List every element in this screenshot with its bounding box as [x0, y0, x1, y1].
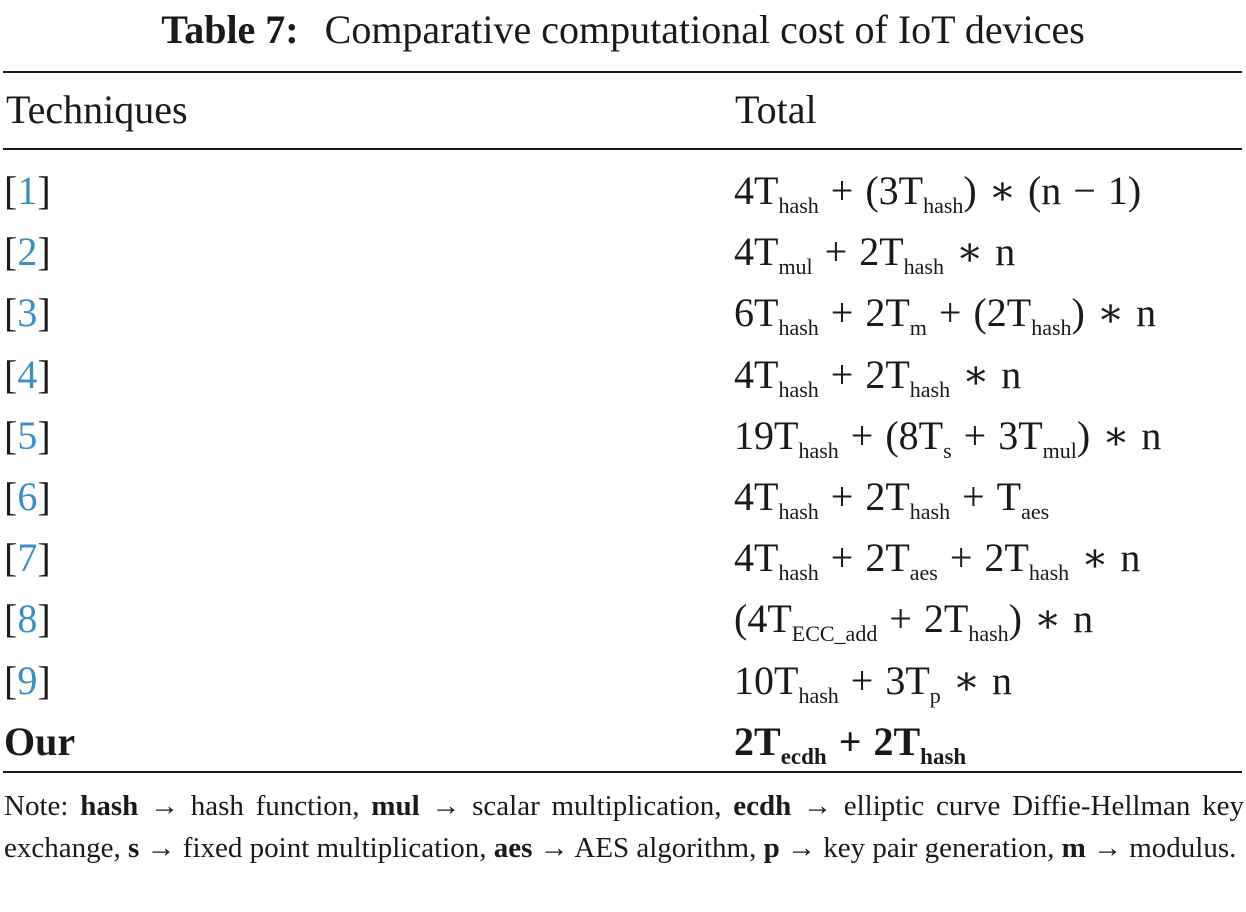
formula-subscript: hash — [903, 254, 944, 280]
citation-link[interactable]: 4 — [17, 351, 38, 397]
bottom-rule — [3, 771, 1242, 773]
formula-operator: + — [850, 657, 874, 703]
note-arrow: → — [419, 790, 473, 822]
note-separator: , — [113, 832, 128, 864]
bracket-open: [ — [4, 473, 18, 519]
bracket-close: ] — [37, 351, 51, 397]
note-separator: , — [714, 790, 734, 822]
note-description: scalar multiplication — [472, 790, 715, 822]
formula-operator: + — [949, 535, 973, 581]
formula-term: 4T — [734, 351, 779, 397]
technique-cell — [4, 223, 51, 281]
table-row — [0, 284, 1246, 345]
formula-term: n — [995, 229, 1016, 275]
formula-operator: ∗ — [956, 229, 984, 275]
note-separator: , — [1047, 832, 1062, 864]
table-row — [0, 529, 1246, 590]
formula-term: n — [1136, 290, 1157, 336]
citation-link[interactable]: 5 — [17, 412, 38, 458]
total-cost-formula — [734, 162, 1141, 220]
note-key: s — [128, 832, 140, 864]
table-row — [0, 346, 1246, 407]
total-cost-formula — [734, 223, 1015, 281]
citation-link[interactable]: 6 — [17, 473, 38, 519]
formula-operator: + — [838, 718, 862, 764]
formula-subscript: hash — [778, 315, 819, 341]
total-cost-formula-our — [734, 713, 966, 771]
note-key: hash — [80, 790, 139, 822]
table-row — [0, 468, 1246, 529]
formula-term: 2T — [865, 535, 910, 581]
formula-operator: + — [824, 229, 848, 275]
bracket-open: [ — [4, 351, 18, 397]
table-row — [0, 407, 1246, 468]
bracket-open: [ — [4, 168, 18, 213]
bracket-close: ] — [37, 473, 51, 519]
technique-cell — [4, 652, 51, 710]
formula-operator: − — [1073, 168, 1096, 213]
formula-term: 1) — [1107, 168, 1142, 213]
formula-term: 2T — [873, 718, 921, 764]
header-rule — [3, 148, 1242, 150]
formula-term: 4T — [734, 168, 779, 213]
total-cost-formula — [734, 284, 1156, 342]
formula-operator: ∗ — [952, 657, 980, 703]
bracket-close: ] — [37, 168, 51, 213]
formula-term: 3T — [998, 412, 1043, 458]
formula-operator: ∗ — [988, 168, 1016, 213]
table-row — [0, 162, 1246, 223]
formula-term: (n — [1027, 168, 1062, 213]
formula-subscript: hash — [778, 193, 819, 218]
formula-term: 2T — [865, 351, 910, 397]
formula-term: 2T — [984, 535, 1029, 581]
formula-term: ) — [1008, 596, 1022, 642]
total-cost-formula — [734, 407, 1161, 465]
bracket-open: [ — [4, 535, 18, 581]
bracket-close: ] — [37, 596, 51, 642]
formula-subscript: mul — [778, 254, 813, 280]
formula-subscript: ecdh — [780, 743, 827, 769]
formula-operator: ∗ — [1102, 412, 1130, 458]
technique-cell — [4, 284, 51, 342]
bracket-open: [ — [4, 657, 18, 703]
formula-term: 4T — [734, 229, 779, 275]
formula-subscript: aes — [909, 560, 938, 586]
formula-subscript: hash — [1031, 315, 1072, 341]
formula-term: 2T — [734, 718, 781, 764]
note-description: key pair generation — [823, 832, 1048, 864]
bracket-close: ] — [37, 229, 51, 275]
formula-subscript: hash — [798, 437, 839, 463]
formula-term: (4T — [734, 596, 792, 642]
formula-term: n — [1001, 351, 1022, 397]
note-description: fixed point multiplication — [182, 832, 480, 864]
table-row — [0, 223, 1246, 284]
formula-subscript: m — [909, 315, 927, 341]
formula-term: n — [1120, 535, 1141, 581]
formula-term: 2T — [865, 290, 910, 336]
formula-term: 10T — [734, 657, 799, 703]
note-arrow: → — [532, 832, 575, 864]
formula-term: 2T — [859, 229, 904, 275]
note-key: ecdh — [733, 790, 792, 822]
table-row — [0, 652, 1246, 713]
formula-operator: + — [830, 473, 854, 519]
technique-cell-our: Our — [4, 718, 76, 764]
note-arrow: → — [139, 832, 183, 864]
note-separator: , — [749, 832, 764, 864]
table-row-our — [0, 713, 1246, 774]
citation-link[interactable]: 9 — [17, 657, 38, 703]
formula-term: ) — [963, 168, 977, 213]
formula-subscript: hash — [1028, 560, 1070, 586]
formula-subscript: s — [943, 437, 952, 463]
citation-link[interactable]: 8 — [17, 596, 38, 642]
total-cost-formula — [734, 529, 1140, 587]
formula-term: 6T — [734, 290, 779, 336]
total-cost-formula — [734, 468, 1049, 526]
bracket-close: ] — [37, 535, 51, 581]
formula-term: (2T — [973, 290, 1032, 336]
formula-subscript: hash — [778, 498, 819, 524]
column-header-techniques: Techniques — [6, 87, 188, 132]
note-separator: . — [1229, 832, 1237, 864]
note-description: AES algorithm — [574, 832, 750, 864]
formula-term: T — [996, 473, 1022, 519]
technique-cell — [4, 590, 51, 648]
formula-subscript: hash — [923, 193, 964, 218]
table-caption-label: Table 7: — [161, 6, 299, 52]
bracket-close: ] — [37, 657, 51, 703]
table-row — [0, 590, 1246, 651]
formula-term: n — [1141, 412, 1162, 458]
column-header-total: Total — [735, 87, 817, 132]
formula-operator: + — [850, 412, 874, 458]
formula-subscript: ECC_add — [791, 621, 878, 647]
formula-subscript: mul — [1042, 437, 1077, 463]
bracket-open: [ — [4, 596, 18, 642]
technique-cell — [4, 529, 51, 587]
citation-link[interactable]: 7 — [17, 535, 38, 581]
note-key: aes — [493, 832, 533, 864]
formula-operator: + — [830, 290, 854, 336]
bracket-close: ] — [37, 290, 51, 336]
note-key: m — [1061, 832, 1086, 864]
formula-operator: ∗ — [1033, 596, 1062, 642]
table-body — [0, 162, 1246, 774]
formula-operator: + — [938, 290, 962, 336]
formula-subscript: hash — [909, 376, 951, 402]
formula-operator: ∗ — [1081, 535, 1109, 581]
formula-term: 2T — [865, 473, 910, 519]
note-key: mul — [371, 790, 420, 822]
formula-operator: + — [830, 351, 854, 397]
note-prefix: Note: — [4, 790, 81, 822]
formula-term: ) — [1071, 290, 1085, 336]
note-separator: , — [479, 832, 494, 864]
formula-subscript: hash — [798, 682, 839, 708]
formula-operator: + — [830, 168, 854, 213]
note-key: p — [763, 832, 780, 864]
note-arrow: → — [779, 832, 824, 864]
formula-term: ) — [1076, 412, 1091, 458]
technique-cell — [4, 407, 51, 465]
formula-operator: + — [889, 596, 912, 642]
formula-subscript: hash — [920, 743, 967, 769]
total-cost-formula — [734, 346, 1021, 404]
citation-link[interactable]: 1 — [17, 168, 38, 213]
top-rule — [3, 71, 1242, 73]
formula-subscript: hash — [968, 621, 1009, 647]
formula-operator: + — [830, 535, 854, 581]
total-cost-formula — [734, 652, 1012, 710]
formula-subscript: hash — [778, 560, 819, 586]
bracket-open: [ — [4, 290, 18, 336]
formula-term: 2T — [923, 596, 969, 642]
technique-cell — [4, 162, 51, 220]
technique-cell — [4, 346, 51, 404]
note-description: hash function — [190, 790, 353, 822]
formula-term: 4T — [734, 473, 779, 519]
note-separator: , — [352, 790, 372, 822]
citation-link[interactable]: 3 — [17, 290, 38, 336]
note-description: modulus — [1129, 832, 1230, 864]
formula-subscript: p — [929, 682, 941, 708]
formula-term: 3T — [885, 657, 930, 703]
formula-term: n — [1073, 596, 1094, 642]
formula-term: n — [991, 657, 1012, 703]
note-arrow: → — [138, 790, 191, 822]
formula-operator: + — [963, 412, 987, 458]
bracket-open: [ — [4, 412, 18, 458]
formula-term: 4T — [734, 535, 779, 581]
table-caption-title: Comparative computational cost of IoT devices — [324, 6, 1085, 52]
technique-cell — [4, 468, 51, 526]
formula-subscript: hash — [778, 376, 819, 402]
formula-operator: + — [962, 473, 985, 519]
bracket-open: [ — [4, 229, 18, 275]
formula-subscript: hash — [909, 498, 951, 524]
formula-term: (3T — [865, 168, 924, 213]
formula-operator: ∗ — [1096, 290, 1125, 336]
table-note — [4, 785, 1244, 869]
citation-link[interactable]: 2 — [17, 229, 38, 275]
bracket-close: ] — [37, 412, 51, 458]
total-cost-formula — [734, 590, 1093, 648]
note-description: elliptic curve Diffie-Hellman key exchange — [4, 790, 1245, 864]
formula-term: 19T — [734, 412, 799, 458]
note-arrow: → — [1085, 832, 1130, 864]
formula-term: (8T — [885, 412, 944, 458]
table-caption — [0, 0, 1246, 58]
formula-subscript: aes — [1021, 498, 1050, 524]
note-arrow: → — [791, 790, 844, 822]
formula-operator: ∗ — [962, 351, 990, 397]
